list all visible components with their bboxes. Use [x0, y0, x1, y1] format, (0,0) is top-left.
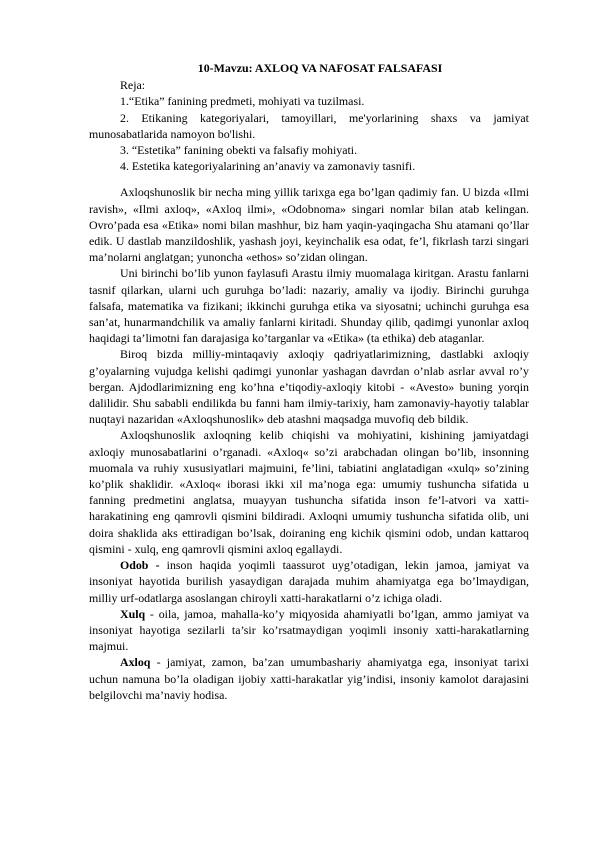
plan-item-2: 2. Etikaning kategoriyalari, tamoyillari, me'yorlarining shaxs va jamiyat munosabatlarida namoyon bo'lishi.: [89, 110, 529, 141]
plan-heading: Reja:: [120, 78, 146, 93]
definition-text-odob: inson haqida yoqimli taassurot uyg’otadigan, lekin jamoa, jamiyat va insoniyat hayotida burilish yasaydigan darajada muhim ahamiyatga ega bo’lmaydigan, milliy urf-odatlarga asoslangan chiroyli xatti-harakatlarni o’z ichiga oladi.: [89, 558, 529, 605]
definition-term-xulq: Xulq: [120, 606, 146, 621]
document-page: [89, 60, 529, 703]
definition-text-axloq: - jamiyat, zamon, ba’zan umumbashariy ahamiyatga ega, insoniyat tarixi uchun namuna bo’la oladigan ijobiy xatti-harakatlar yig’indisi, insoniy kamolot darajasini belgilovchi ma’naviy hodisa.: [89, 655, 529, 702]
definition-odob: [89, 557, 529, 606]
plan-item-4: 4. Estetika kategoriyalarining an’anaviy va zamonaviy tasnifi.: [120, 159, 416, 174]
definition-term-odob: Odob -: [120, 558, 160, 573]
plan-item-1: 1.“Etika” fanining predmeti, mohiyati va tuzilmasi.: [120, 94, 365, 109]
paragraph-intro: Axloqshunoslik bir necha ming yillik tarixga ega bo’lgan qadimiy fan. U bizda «Ilmi ravish», «Ilmi axloq», «Axloq ilmi», «Odobnoma» singari nomlar bilan atab kelingan. Ovro’pada esa «Etika» nomi bilan mashhur, biz ham yaqin-yaqingacha Shu atamani qo’llar edik. U dastlab manzildoshlik, yashash joyi, keyinchalik esa odat, fe’l, fikrlash tarzi singari ma’nolarni anglatgan; yunoncha «ethos» so’zidan olingan.: [89, 185, 529, 265]
section-spacer: [89, 174, 529, 184]
paragraph-avesto: Biroq bizda milliy-mintaqaviy axloqiy qadriyatlarimizning, dastlabki axloqiy g’oyalarning vujudga kelishi qadimgi yunonlar yashagan davrdan o’nlab asrlar avval ro’y bergan. Ajdodlarimizning eng ko’hna e’tiqodiy-axloqiy kitobi - «Avesto» buning yorqin dalilidir. Shu sababli endilikda bu fanni ham ilmiy-tarixiy, ham zamonaviy-hayotiy talablar nuqtayi nazaridan «Axloqshunoslik» deb atashni maqsadga muvofiq deb bildik.: [89, 347, 529, 427]
paragraph-arastu: Uni birinchi bo’lib yunon faylasufi Arastu ilmiy muomalaga kiritgan. Arastu fanlarni tasnif qilarkan, ularni uch guruhga bo’ladi: nazariy, amaliy va ijodiy. Birinchi guruhga falsafa, matematika va fizikani; ikkinchi guruhga etika va siyosatni; uchinchi guruhga esa san’at, hunarmandchilik va amaliy fanlarni kiritadi. Shunday qilib, qadimgi yunonlar axloq haqidagi ta’limotni fan darajasiga ko’targanlar va «Etika» (ta ethika) deb ataganlar.: [89, 266, 529, 346]
plan-item-3: 3. “Estetika” fanining obekti va falsafiy mohiyati.: [120, 143, 358, 158]
definition-axloq: [89, 654, 529, 703]
definition-xulq: [89, 606, 529, 655]
page-title: 10-Mavzu: AXLOQ VA NAFOSAT FALSAFASI: [197, 61, 443, 75]
definition-text-xulq: - oila, jamoa, mahalla-ko’y miqyosida ahamiyatli bo’lgan, ammo jamiyat va insoniyat hayotiga sezilarli ta’sir ko’rsatmaydigan yoqimli insoniy xatti-harakatlarning majmui.: [89, 606, 529, 654]
definition-term-axloq: Axloq: [120, 655, 151, 670]
paragraph-axloq-definition: Axloqshunoslik axloqning kelib chiqishi va mohiyatini, kishining jamiyatdagi axloqiy munosabatlarini o’rganadi. «Axloq« so’zi arabchadan olingan bo’lib, insonning muomala va ruhiy xususiyatlari majmuini, fe’lini, tabiatini anglatadigan «xulq» so’zining ko’plik shaklidir. «Axloq« iborasi ikki xil ma’noga ega: umumiy tushuncha sifatida u fanning predmetini anglatsa, muayyan tushuncha sifatida inson fe’l-atvori va xatti-harakatining eng qamrovli qismini bildiradi. Axloqni umumiy tushuncha sifatida olib, uni doira shaklida aks ettiradigan bo’lsak, doiraning eng kichik qismini odob, undan kattaroq qismini - xulq, eng qamrovli qismini axloq egallaydi.: [89, 428, 529, 556]
